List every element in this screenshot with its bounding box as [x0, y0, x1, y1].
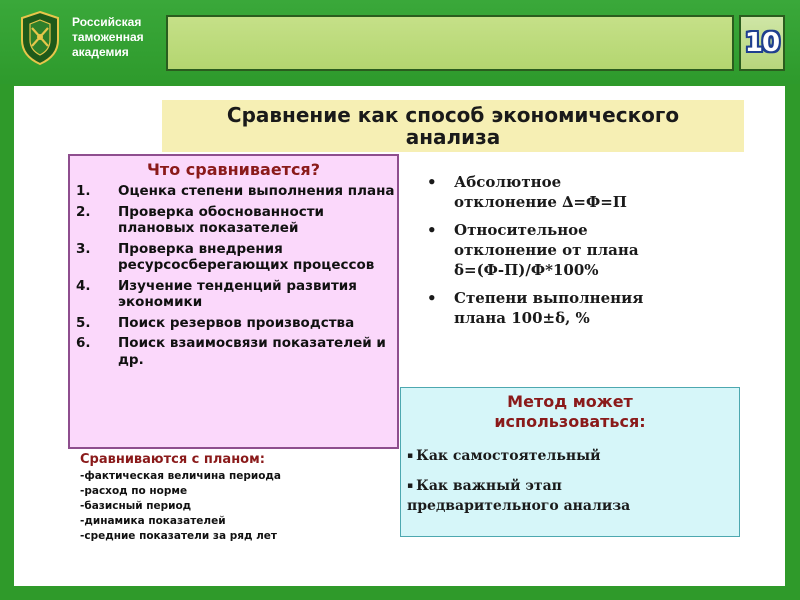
list-item-text: Поиск взаимосвязи показателей и др.	[118, 335, 386, 368]
method-item-text-line-2: предварительного анализа	[407, 498, 631, 514]
compared-with-item: -фактическая величина периода	[80, 470, 281, 482]
method-item-text: Как самостоятельный	[416, 448, 601, 464]
method-title-line-1: Метод может	[507, 392, 633, 411]
list-item-text: Проверка внедрения ресурсосберегающих процессов	[118, 240, 375, 273]
list-item-number: 1.	[76, 183, 91, 199]
slide-content	[14, 86, 785, 586]
deviation-item	[424, 288, 774, 328]
list-item-number: 5.	[76, 314, 91, 331]
list-item-number: 2.	[76, 203, 91, 220]
compared-with-item: -расход по норме	[80, 485, 188, 497]
compared-with-title: Сравниваются с планом:	[80, 452, 265, 467]
list-item	[70, 315, 397, 332]
what-compared-panel	[68, 154, 399, 449]
deviation-line: отклонение от плана	[454, 241, 639, 259]
list-item-number: 4.	[76, 277, 91, 294]
deviation-line: Относительное	[454, 221, 588, 239]
compared-with-note	[80, 452, 400, 544]
compared-with-item: -средние показатели за ряд лет	[80, 530, 277, 542]
method-panel	[400, 387, 740, 537]
what-compared-list	[70, 183, 397, 368]
list-item-text: Изучение тенденций развития экономики	[118, 277, 357, 310]
compared-with-item: -динамика показателей	[80, 515, 226, 527]
method-title-line-2: использоваться:	[494, 412, 646, 431]
deviation-line: плана 100±δ, %	[454, 309, 590, 327]
academy-emblem-icon	[18, 10, 62, 66]
bullet-icon: •	[427, 289, 437, 307]
list-item-text: Поиск резервов производства	[118, 314, 355, 331]
slide-number: 10	[744, 28, 780, 58]
deviation-line: Абсолютное	[454, 173, 562, 191]
slide-title	[162, 100, 744, 152]
list-item	[70, 183, 397, 200]
slide-number-badge	[739, 15, 785, 71]
list-item	[70, 278, 397, 311]
deviation-line: δ=(Ф-П)/Ф*100%	[454, 261, 599, 279]
academy-line-1: Российская	[72, 15, 142, 29]
list-item	[70, 204, 397, 237]
list-item-number: 6.	[76, 335, 91, 351]
list-item-number: 3.	[76, 240, 91, 257]
square-bullet-icon: ▪	[407, 451, 414, 461]
deviation-list	[424, 172, 774, 336]
method-item	[401, 476, 739, 516]
list-item	[70, 241, 397, 274]
what-compared-title: Что сравнивается?	[147, 160, 320, 179]
deviation-item	[424, 220, 774, 280]
academy-line-2: таможенная	[72, 30, 144, 44]
deviation-item	[424, 172, 774, 212]
list-item	[70, 335, 397, 368]
slide-title-line-1: Сравнение как способ экономического	[226, 103, 680, 127]
bullet-icon: •	[427, 221, 437, 239]
academy-name	[72, 15, 144, 60]
header-title-field	[166, 15, 734, 71]
list-item-text: Оценка степени выполнения плана	[118, 183, 395, 199]
academy-line-3: академия	[72, 45, 129, 59]
slide-title-line-2: анализа	[405, 125, 501, 149]
list-item-text: Проверка обоснованности плановых показателей	[118, 203, 325, 236]
method-title	[401, 392, 739, 432]
method-item	[401, 446, 739, 466]
square-bullet-icon: ▪	[407, 481, 414, 491]
deviation-line: Степени выполнения	[454, 289, 644, 307]
compared-with-item: -базисный период	[80, 500, 192, 512]
bullet-icon: •	[427, 173, 437, 191]
method-item-text: Как важный этап	[416, 478, 562, 494]
deviation-line: отклонение ∆=Ф=П	[454, 193, 627, 211]
